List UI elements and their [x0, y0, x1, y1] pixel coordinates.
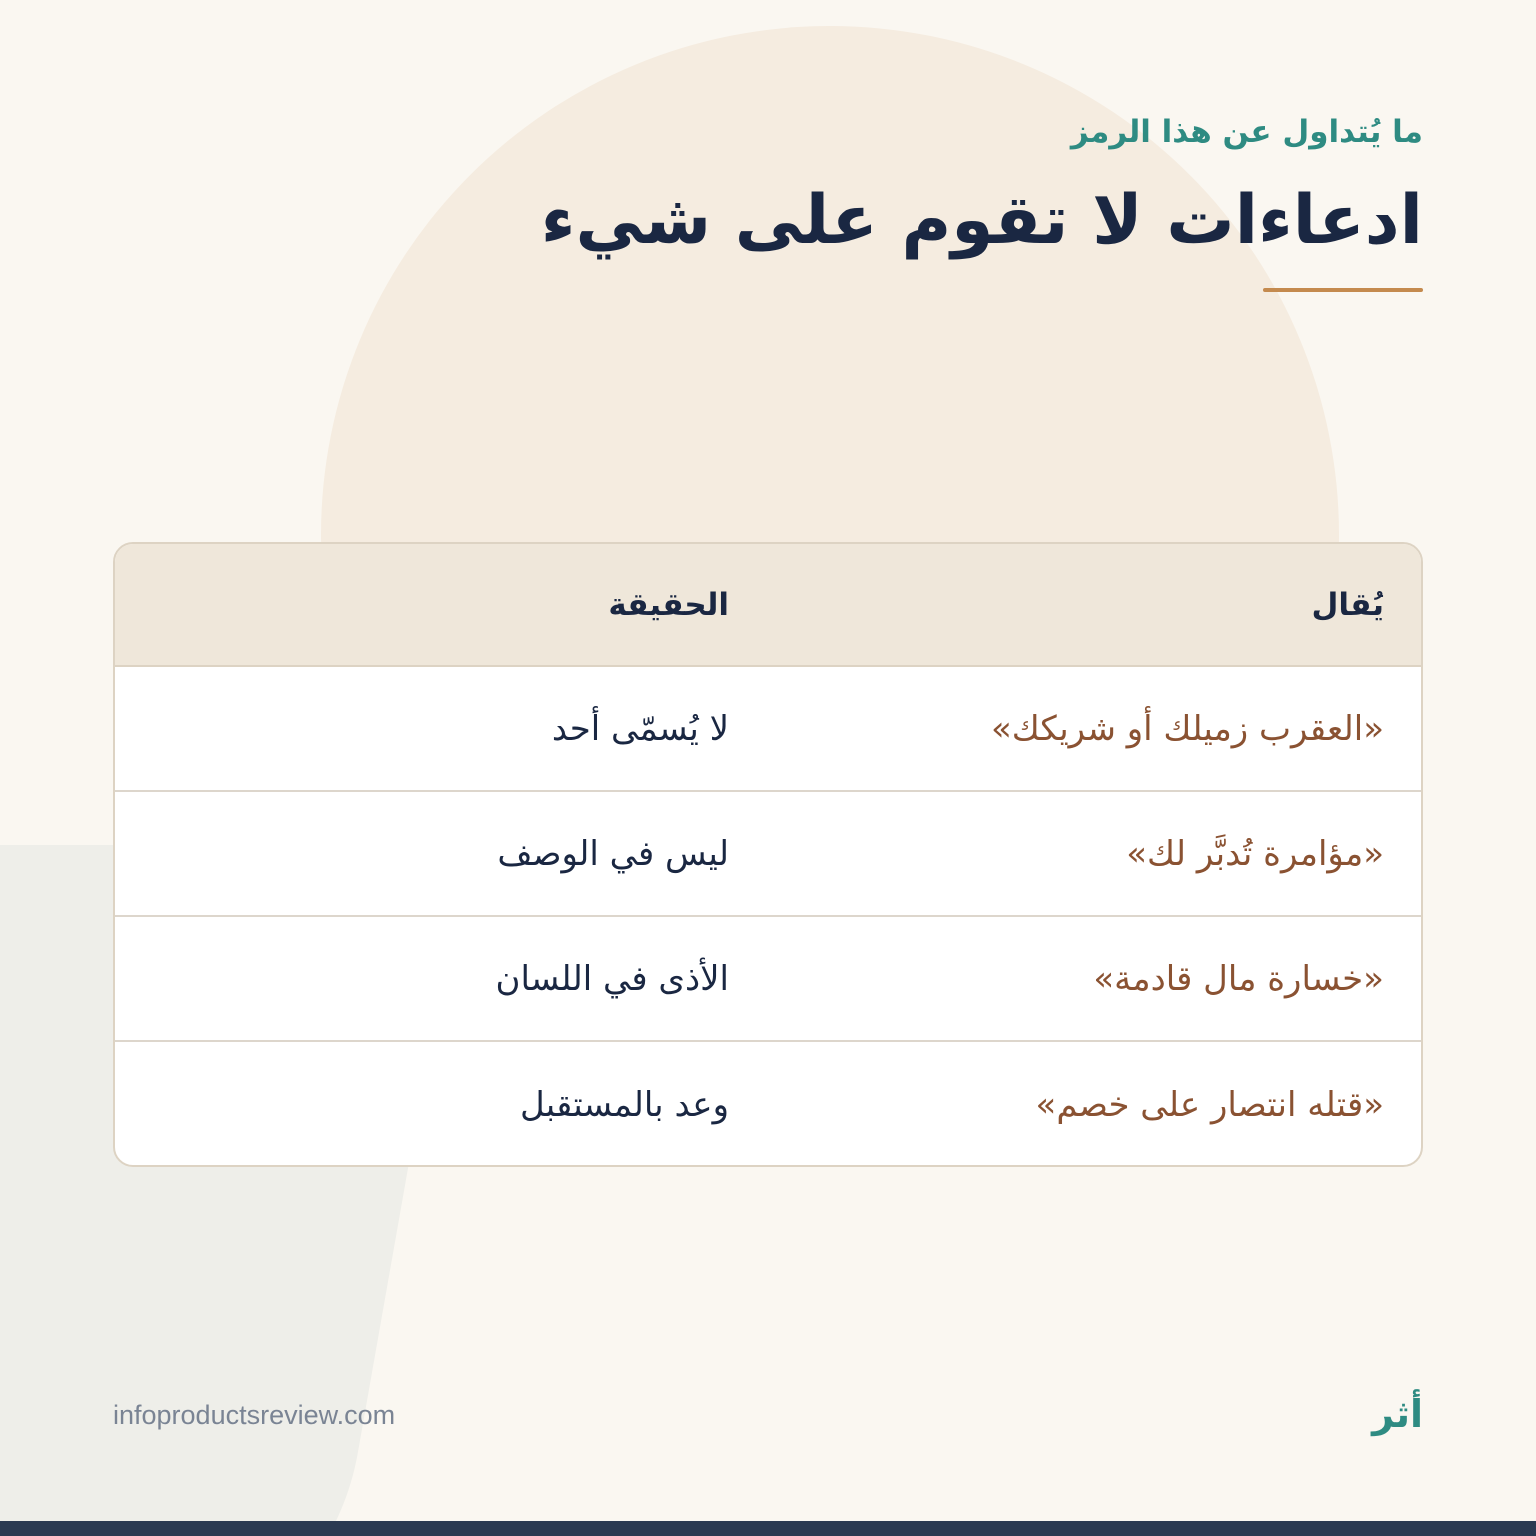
- header: [523, 110, 1423, 266]
- column-header-said: يُقال: [1311, 586, 1384, 623]
- said-cell: «قتله انتصار على خصم»: [1035, 1084, 1384, 1125]
- table-row: [115, 792, 1421, 917]
- comparison-table: [113, 542, 1423, 1167]
- table-row: [115, 667, 1421, 792]
- table-row: [115, 1042, 1421, 1167]
- source-url: infoproductsreview.com: [113, 1400, 396, 1430]
- said-cell: «خسارة مال قادمة»: [1093, 958, 1384, 999]
- truth-cell: وعد بالمستقبل: [520, 1084, 729, 1125]
- said-cell: «العقرب زميلك أو شريكك»: [990, 708, 1384, 749]
- said-cell: «مؤامرة تُدبَّر لك»: [1126, 833, 1384, 874]
- page-title: ادعاءات لا تقوم على شيء: [540, 181, 1423, 260]
- truth-cell: لا يُسمّى أحد: [551, 708, 729, 749]
- title-divider: [1263, 288, 1423, 292]
- brand-logo: أثر: [1372, 1392, 1423, 1436]
- bottom-bar: [0, 1521, 1536, 1536]
- truth-cell: ليس في الوصف: [497, 833, 729, 874]
- table-row: [115, 917, 1421, 1042]
- column-header-truth: الحقيقة: [608, 586, 729, 623]
- truth-cell: الأذى في اللسان: [495, 958, 729, 999]
- table-header-row: [115, 544, 1421, 667]
- eyebrow-text: ما يُتداول عن هذا الرمز: [1070, 114, 1423, 150]
